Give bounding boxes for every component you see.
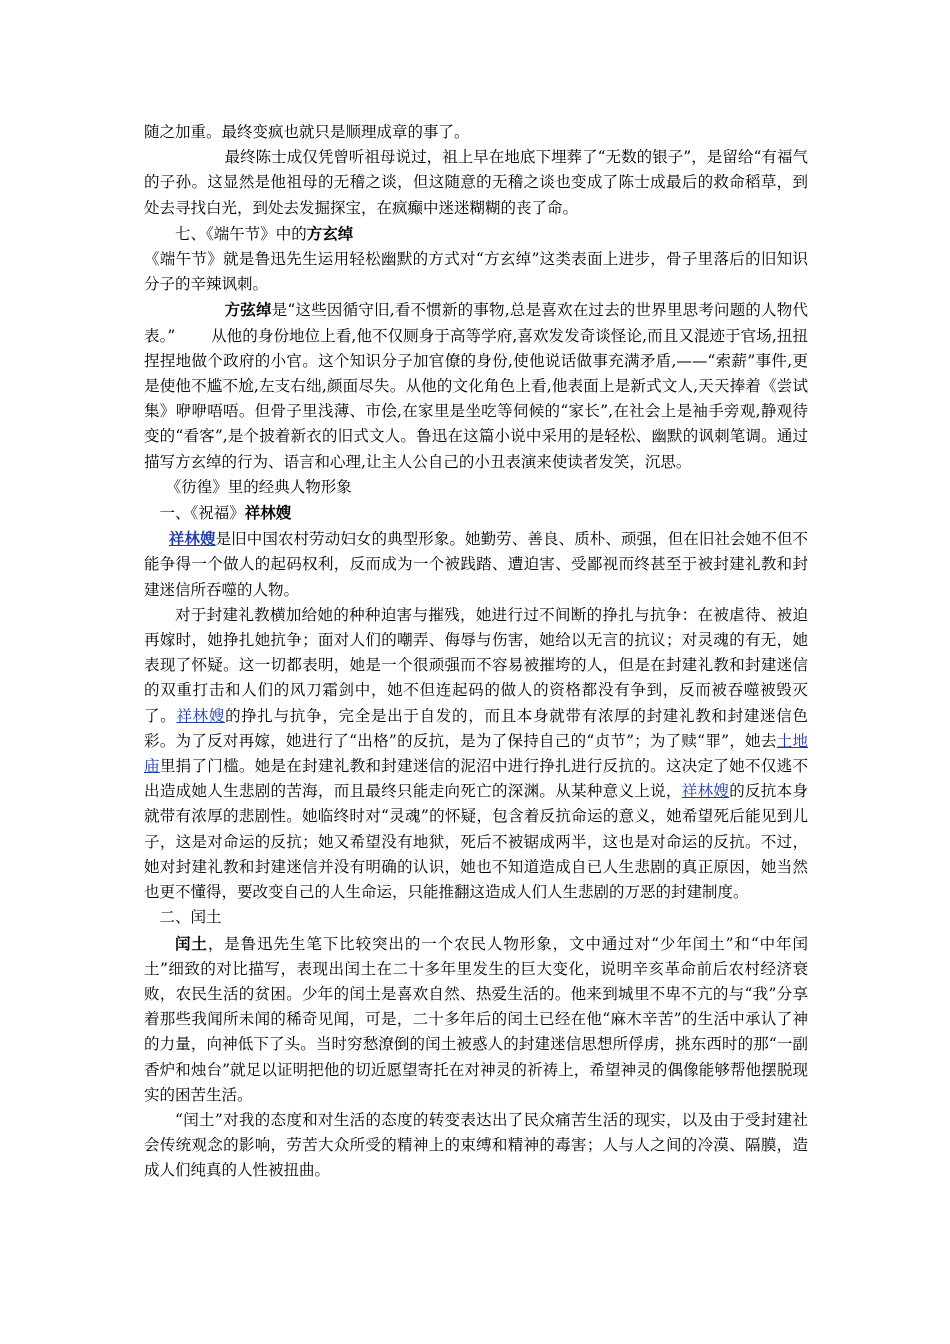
paragraph-xianglinsao-intro — [144, 526, 808, 603]
document-body — [144, 120, 808, 1184]
fang-xuanchuo-analysis: 从他的身份地位上看,他不仅厕身于高等学府,喜欢发发奇谈怪论,而且又混迹于官场,扭扭捏捏地做个政府的小官。这个知识分子加官僚的身份,使他说话做事充满矛盾,——“索薪”事件,更是使他不尴不尬,左支右绌,颜面尽失。从他的文化角色上看,他表面上是新式文人,天天捧着《尝试集》咿咿唔唔。但骨子里浅薄、市侩,在家里是坐吃等伺候的“家长”,在社会上是袖手旁观,静观待变的“看客”,是个披着新衣的旧式文人。鲁迅在这篇小说中采用的是轻松、幽默的讽刺笔调。通过描写方玄绰的行为、语言和心理,让主人公自己的小丑表演来使读者发笑，沉思。 — [144, 326, 808, 471]
heading-zhufu-prefix: 一、《祝福》 — [159, 504, 245, 523]
tudimiao-link[interactable]: 土地庙 — [144, 731, 808, 776]
paragraph-runtu-attitude: “闰土”对我的态度和对生活的态度的转变表达出了民众痛苦生活的现实，以及由于受封建社会传统观念的影响，劳苦大众所受的精神上的束缚和精神的毒害；人与人之间的冷漠、隔膜，造成人们纯真的人性被扭曲。 — [144, 1110, 808, 1180]
paragraph-continuation: 随之加重。最终变疯也就只是顺理成章的事了。 — [144, 123, 470, 141]
xianglinsao-intro-text: 是旧中国农村劳动妇女的典型形象。她勤劳、善良、质朴、顽强，但在旧社会她不但不能争得一个做人的起码权利，反而成为一个被践踏、遭迫害、受鄙视而终甚至于被封建礼教和封建迷信所吞噬的人物。 — [144, 530, 808, 599]
runtu-text: ，是鲁迅先生笔下比较突出的一个农民人物形象，文中通过对“少年闰土”和“中年闰土”细致的对比描写，表现出闰土在二十多年里发生的巨大变化，说明辛亥革命前后农村经济衰败，农民生活的贫困。少年的闰土是喜欢自然、热爱生活的。他来到城里不卑不亢的与“我”分享着那些我闻所未闻的稀奇见闻，可是，二十多年后的闰土已经在他“麻木辛苦”的生活中承认了神的力量，向神低下了头。当时穷愁潦倒的闰土被惑人的封建迷信思想所俘虏，挑东西时的那“一副香炉和烛台”就足以证明把他的切近愿望寄托在对神灵的祈祷上，希望神灵的偶像能够帮他摆脱现实的困苦生活。 — [144, 934, 808, 1104]
struggle-text-b: 的挣扎与抗争，完全是出于自发的，而且本身就带有浓厚的封建礼教和封建迷信色彩。为了反对再嫁，她进行了“出格”的反抗，是为了保持自己的“贞节”；为了赎“罪”，她去 — [144, 706, 808, 750]
xianglinsao-link[interactable]: 祥林嫂 — [168, 529, 216, 549]
heading-duanwujie — [144, 221, 808, 247]
fang-xuanchuo-quote: 是“这些因循守旧,看不惯新的事物,总是喜欢在过去的世界里思考问题的人物代表。” — [144, 301, 808, 345]
heading-zhufu-name: 祥林嫂 — [244, 503, 292, 523]
fang-xuanchuo-name: 方弦绰 — [224, 300, 272, 320]
xianglinsao-link[interactable]: 祥林嫂 — [681, 782, 730, 801]
section-title-panghuang: 《彷徨》里的经典人物形象 — [165, 477, 352, 496]
paragraph-runtu — [144, 931, 808, 1108]
heading-duanwujie-name: 方玄绰 — [306, 223, 354, 243]
runtu-name: 闰土 — [175, 933, 208, 953]
xianglinsao-link[interactable]: 祥林嫂 — [176, 706, 226, 725]
struggle-text-c: 里捐了门槛。她是在封建礼教和封建迷信的泥沼中进行挣扎进行反抗的。这决定了她不仅逃不出造成她人生悲剧的苦海，而且最终只能走向死亡的深渊。从某种意义上说， — [144, 757, 808, 801]
struggle-text-a: 对于封建礼教横加给她的种种迫害与摧残，她进行过不间断的挣扎与抗争：在被虐待、被迫再嫁时，她挣扎她抗争；面对人们的嘲弄、侮辱与伤害，她给以无言的抗议；对灵魂的有无，她表现了怀疑。这一切都表明，她是一个很顽强而不容易被摧垮的人，但是在封建礼教和封建迷信的双重打击和人们的风刀霜剑中，她不但连起码的做人的资格都没有争到，反而被吞噬被毁灭了。 — [144, 605, 808, 725]
struggle-text-d: 的反抗本身就带有浓厚的悲剧性。她临终时对“灵魂”的怀疑，包含着反抗命运的意义，她希望死后能见到儿子，这是对命运的反抗；她又希望没有地狱，死后不被锯成两半，这也是对命运的反抗。不过，她对封建礼教和封建迷信并没有明确的认识，她也不知道造成自已人生悲剧的真正原因，她当然也更不懂得，要改变自己的人生命运，只能推翻这造成人们人生悲剧的万恶的封建制度。 — [144, 782, 808, 902]
heading-duanwujie-prefix: 七、《端午节》中的 — [175, 224, 307, 243]
heading-zhufu — [144, 500, 808, 526]
paragraph-fang-xuanchuo — [144, 297, 808, 474]
paragraph-duanwujie-intro: 《端午节》就是鲁迅先生运用轻松幽默的方式对“方玄绰”这类表面上进步，骨子里落后的旧知识分子的辛辣讽刺。 — [144, 250, 808, 294]
paragraph-chen-shicheng: 最终陈士成仅凭曾听祖母说过，祖上早在地底下埋葬了“无数的银子”，是留给“有福气的子孙。这显然是他祖母的无稽之谈，但这随意的无稽之谈也变成了陈士成最后的救命稻草，到处去寻找白光，到处去发掘探宝，在疯癫中迷迷糊糊的丧了命。 — [144, 148, 808, 217]
heading-runtu: 二、闰土 — [159, 908, 222, 927]
paragraph-xianglinsao-struggle — [144, 603, 808, 905]
